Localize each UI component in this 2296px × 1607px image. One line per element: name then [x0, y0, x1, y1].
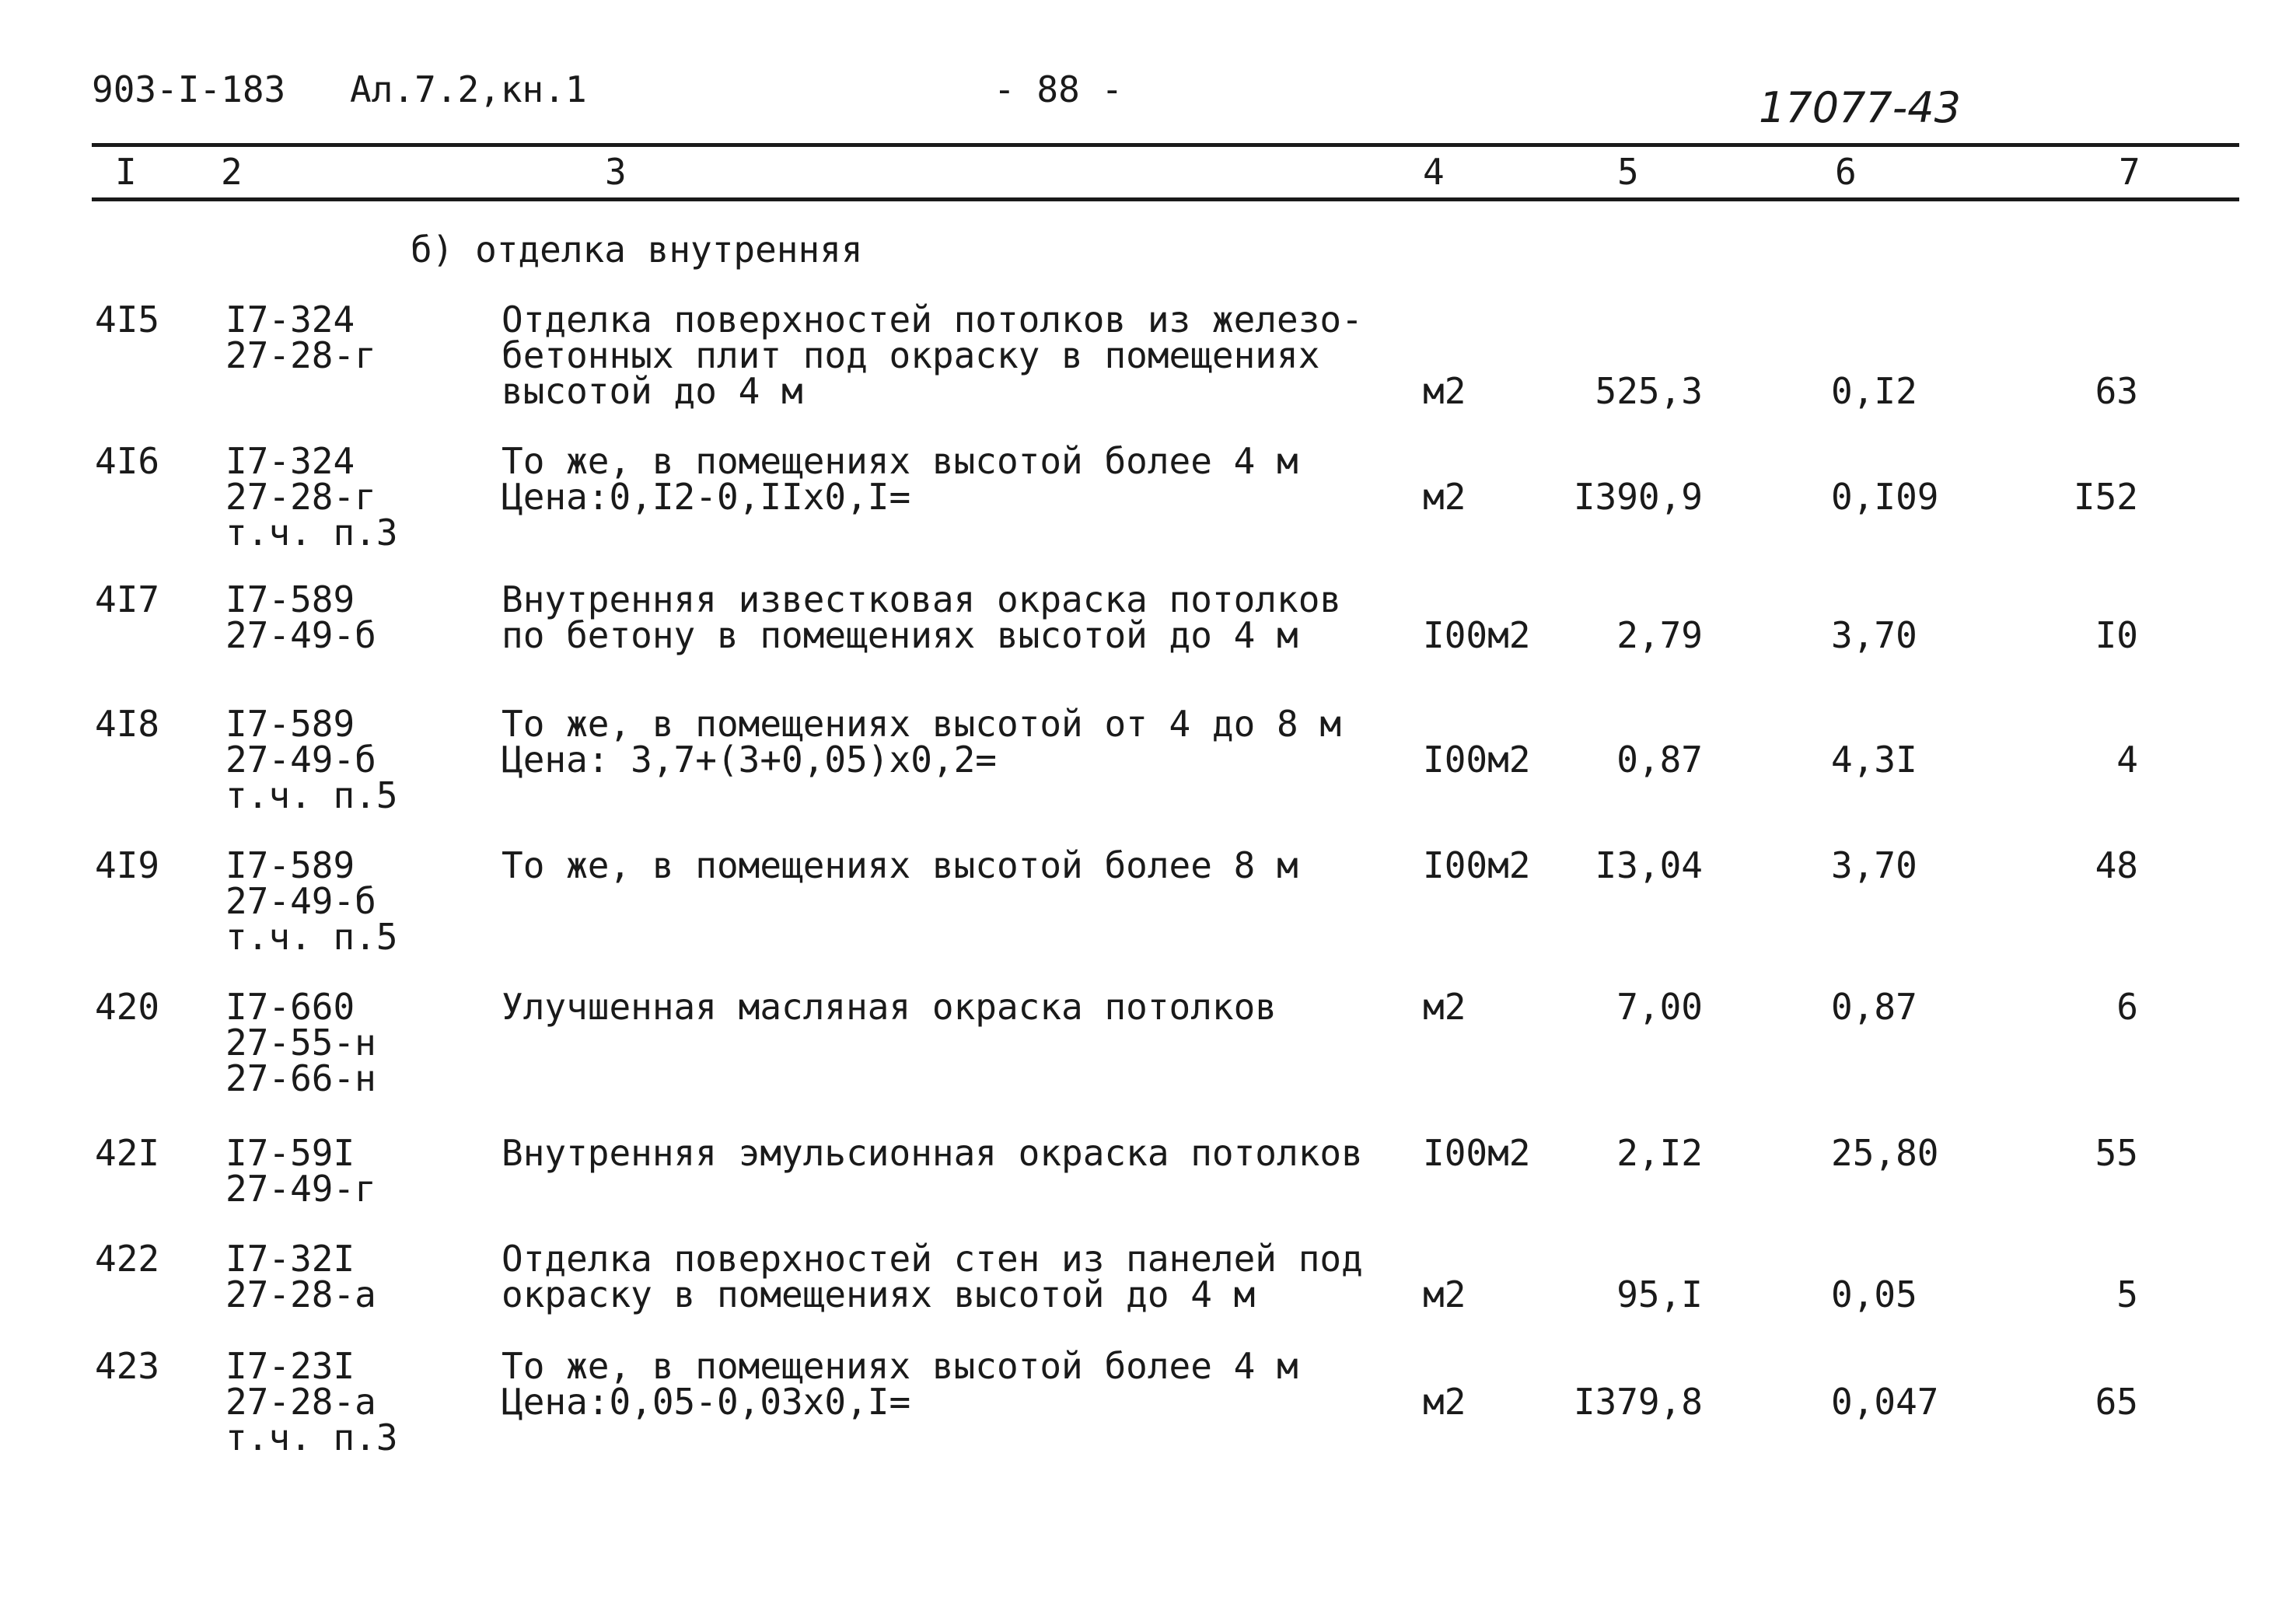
quantity: 95,I [1616, 1273, 1703, 1315]
norm-code: I7-589 27-49-б т.ч. п.5 [225, 844, 398, 958]
work-description: То же, в помещениях высотой более 4 м Цена:0,I2-0,IIx0,I= [501, 440, 1298, 518]
total-cost: 5 [2116, 1273, 2138, 1315]
unit-price: 3,70 [1831, 614, 1917, 656]
work-description: Отделка поверхностей потолков из железо- бетонных плит под окраску в помещениях высотой до 4 м [501, 299, 1363, 412]
total-cost: I52 [2073, 476, 2138, 518]
row-number: 420 [95, 986, 160, 1028]
unit-of-measure: м2 [1423, 370, 1466, 412]
column-header-5: 5 [1617, 151, 1639, 193]
norm-code: I7-589 27-49-б [225, 578, 376, 656]
sheet-reference: Ал.7.2,кн.1 [350, 68, 587, 110]
total-cost: 4 [2116, 739, 2138, 781]
quantity: 525,3 [1595, 370, 1703, 412]
unit-of-measure: м2 [1423, 1273, 1466, 1315]
unit-of-measure: м2 [1423, 1381, 1466, 1423]
row-number: 4I8 [95, 703, 160, 745]
quantity: 2,I2 [1616, 1132, 1703, 1174]
unit-price: 3,70 [1831, 844, 1917, 886]
norm-code: I7-660 27-55-н 27-66-н [225, 986, 376, 1099]
quantity: 2,79 [1616, 614, 1703, 656]
total-cost: 63 [2095, 370, 2138, 412]
work-description: То же, в помещениях высотой более 4 м Цена:0,05-0,03x0,I= [501, 1345, 1298, 1423]
document-code: 903-I-183 [92, 68, 286, 110]
column-header-3: 3 [605, 151, 627, 193]
unit-of-measure: I00м2 [1423, 614, 1531, 656]
page-number: - 88 - [994, 68, 1124, 110]
unit-of-measure: I00м2 [1423, 844, 1531, 886]
column-header-6: 6 [1835, 151, 1857, 193]
column-header-4: 4 [1423, 151, 1445, 193]
total-cost: I0 [2095, 614, 2138, 656]
quantity: I379,8 [1573, 1381, 1703, 1423]
norm-code: I7-589 27-49-б т.ч. п.5 [225, 703, 398, 816]
total-cost: 55 [2095, 1132, 2138, 1174]
work-description: То же, в помещениях высотой от 4 до 8 м Цена: 3,7+(3+0,05)x0,2= [501, 703, 1342, 781]
unit-price: 4,3I [1831, 739, 1917, 781]
column-header-7: 7 [2119, 151, 2140, 193]
work-description: Отделка поверхностей стен из панелей под окраску в помещениях высотой до 4 м [501, 1238, 1363, 1315]
total-cost: 6 [2116, 986, 2138, 1028]
unit-price: 25,80 [1831, 1132, 1939, 1174]
unit-price: 0,05 [1831, 1273, 1917, 1315]
column-header-2: 2 [221, 151, 243, 193]
row-number: 4I6 [95, 440, 160, 482]
quantity: 0,87 [1616, 739, 1703, 781]
total-cost: 48 [2095, 844, 2138, 886]
unit-of-measure: I00м2 [1423, 739, 1531, 781]
norm-code: I7-23I 27-28-а т.ч. п.3 [225, 1345, 398, 1459]
unit-price: 0,047 [1831, 1381, 1939, 1423]
norm-code: I7-324 27-28-г [225, 299, 376, 376]
section-title: б) отделка внутренняя [411, 229, 863, 271]
work-description: Внутренняя известковая окраска потолков по бетону в помещениях высотой до 4 м [501, 578, 1342, 656]
unit-of-measure: м2 [1423, 986, 1466, 1028]
row-number: 4I5 [95, 299, 160, 341]
norm-code: I7-59I 27-49-г [225, 1132, 376, 1210]
row-number: 4I7 [95, 578, 160, 620]
work-description: Внутренняя эмульсионная окраска потолков [501, 1132, 1363, 1174]
handwritten-document-number: 17077-43 [1759, 83, 1961, 132]
unit-price: 0,I09 [1831, 476, 1939, 518]
norm-code: I7-32I 27-28-а [225, 1238, 376, 1315]
column-header-1: I [115, 151, 137, 193]
unit-of-measure: м2 [1423, 476, 1466, 518]
quantity: I390,9 [1573, 476, 1703, 518]
work-description: Улучшенная масляная окраска потолков [501, 986, 1277, 1028]
row-number: 42I [95, 1132, 160, 1174]
work-description: То же, в помещениях высотой более 8 м [501, 844, 1298, 886]
norm-code: I7-324 27-28-г т.ч. п.3 [225, 440, 398, 554]
quantity: I3,04 [1595, 844, 1703, 886]
row-number: 422 [95, 1238, 160, 1280]
unit-price: 0,I2 [1831, 370, 1917, 412]
quantity: 7,00 [1616, 986, 1703, 1028]
unit-price: 0,87 [1831, 986, 1917, 1028]
unit-of-measure: I00м2 [1423, 1132, 1531, 1174]
total-cost: 65 [2095, 1381, 2138, 1423]
row-number: 4I9 [95, 844, 160, 886]
row-number: 423 [95, 1345, 160, 1387]
